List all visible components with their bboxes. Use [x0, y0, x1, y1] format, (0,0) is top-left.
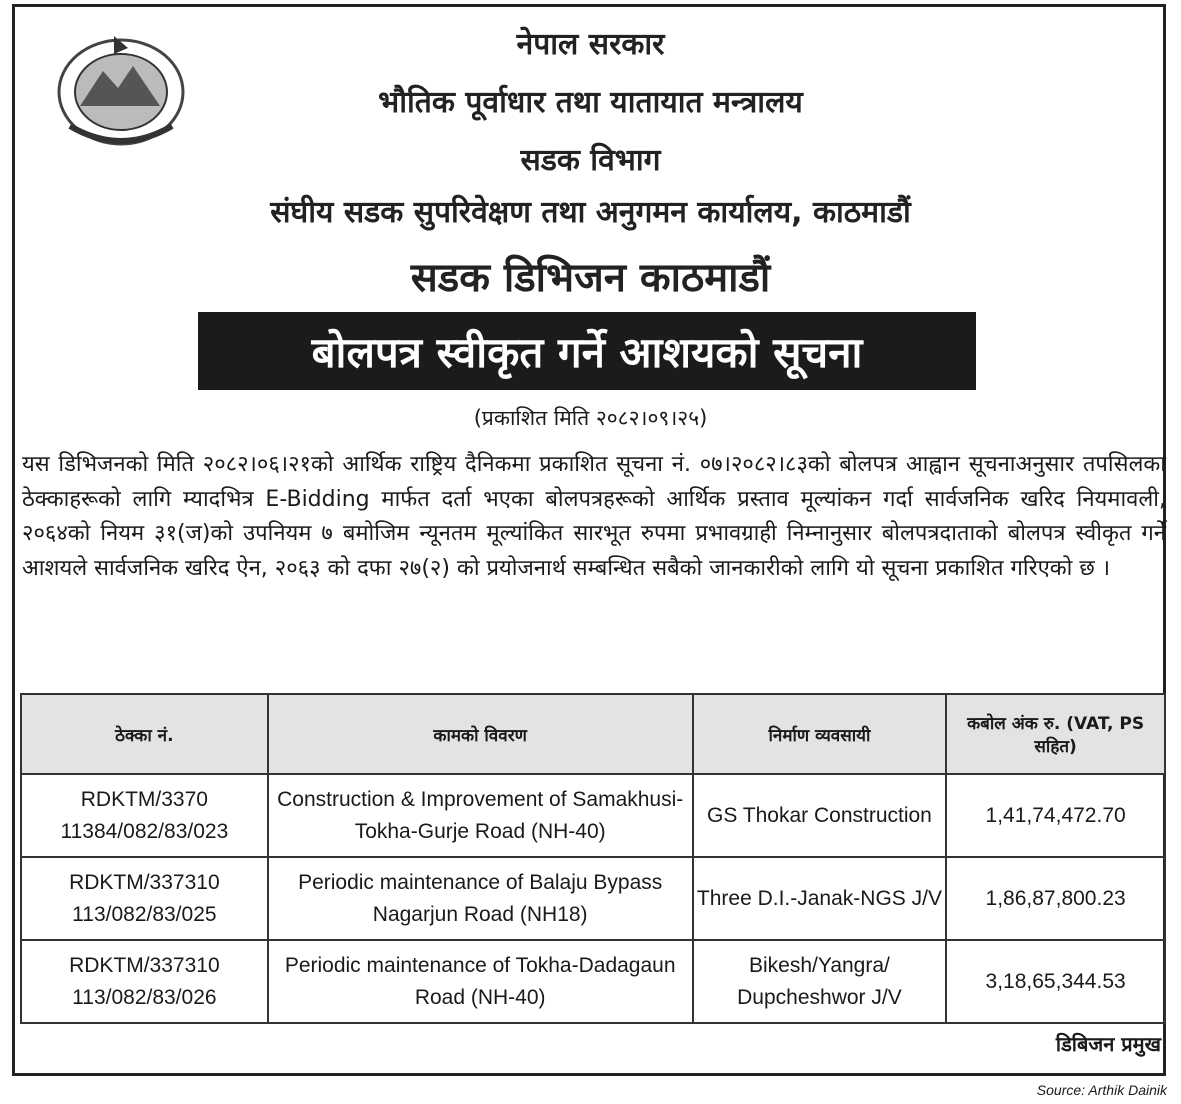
contract-no: RDKTM/337310 113/082/83/026	[21, 940, 268, 1023]
bid-amount: 1,86,87,800.23	[946, 857, 1165, 940]
work-description: Construction & Improvement of Samakhusi-Tokha-Gurje Road (NH-40)	[268, 774, 693, 857]
header-ministry: भौतिक पूर्वाधार तथा यातायात मन्त्रालय	[378, 85, 803, 120]
header-contractor: निर्माण व्यवसायी	[693, 694, 947, 774]
contract-no: RDKTM/3370 11384/082/83/023	[21, 774, 268, 857]
header-office: संघीय सडक सुपरिवेक्षण तथा अनुगमन कार्यालय, काठमाडौं	[270, 195, 911, 230]
notice-body: यस डिभिजनको मिति २०८२।०६।२१को आर्थिक राष्ट्रिय दैनिकमा प्रकाशित सूचना नं. ०७।२०८२।८३को बोलपत्र आह्वान सूचनाअनुसार तपसिलका ठेक्काहरूको लागि म्यादभित्र E-Bidding मार्फत दर्ता भएका बोलपत्रहरूको आर्थिक प्रस्ताव मूल्यांकन गर्दा सार्वजनिक खरिद नियमावली, २०६४को नियम ३१(ज)को उपनियम ७ बमोजिम न्यूनतम मूल्यांकित सारभूत रुपमा प्रभावग्राही निम्नानुसार बोलपत्रदाताको बोलपत्र स्वीकृत गर्ने आशयले सार्वजनिक खरिद ऐन, २०६३ को दफा २७(२) को प्रयोजनार्थ सम्बन्धित सबैको जानकारीको लागि यो सूचना प्रकाशित गरिएको छ ।	[22, 452, 1166, 581]
header-contract-no: ठेक्का नं.	[21, 694, 268, 774]
bid-amount: 1,41,74,472.70	[946, 774, 1165, 857]
table-row	[21, 857, 1165, 940]
contractor: GS Thokar Construction	[693, 774, 947, 857]
signature-title: डिबिजन प्रमुख	[1055, 1032, 1161, 1056]
header-government: नेपाल सरकार	[516, 27, 665, 62]
header-department: सडक विभाग	[520, 143, 661, 178]
notice-title-banner: बोलपत्र स्वीकृत गर्ने आशयको सूचना	[198, 312, 976, 390]
bid-amount: 3,18,65,344.53	[946, 940, 1165, 1023]
table-row	[21, 774, 1165, 857]
header-division: सडक डिभिजन काठमाडौं	[410, 255, 771, 301]
source-credit: Source: Arthik Dainik	[1036, 1082, 1167, 1098]
contractor: Three D.I.-Janak-NGS J/V	[693, 857, 947, 940]
contract-no: RDKTM/337310 113/082/83/025	[21, 857, 268, 940]
header-bid-amount: कबोल अंक रु. (VAT, PS सहित)	[946, 694, 1165, 774]
work-description: Periodic maintenance of Tokha-Dadagaun Road (NH-40)	[268, 940, 693, 1023]
work-description: Periodic maintenance of Balaju Bypass Nagarjun Road (NH18)	[268, 857, 693, 940]
contractor: Bikesh/Yangra/ Dupcheshwor J/V	[693, 940, 947, 1023]
published-date: (प्रकाशित मिति २०८२।०९।२५)	[473, 406, 708, 430]
header-work-description: कामको विवरण	[268, 694, 693, 774]
contracts-table	[20, 693, 1166, 1024]
table-row	[21, 940, 1165, 1023]
table-header-row	[21, 694, 1165, 774]
